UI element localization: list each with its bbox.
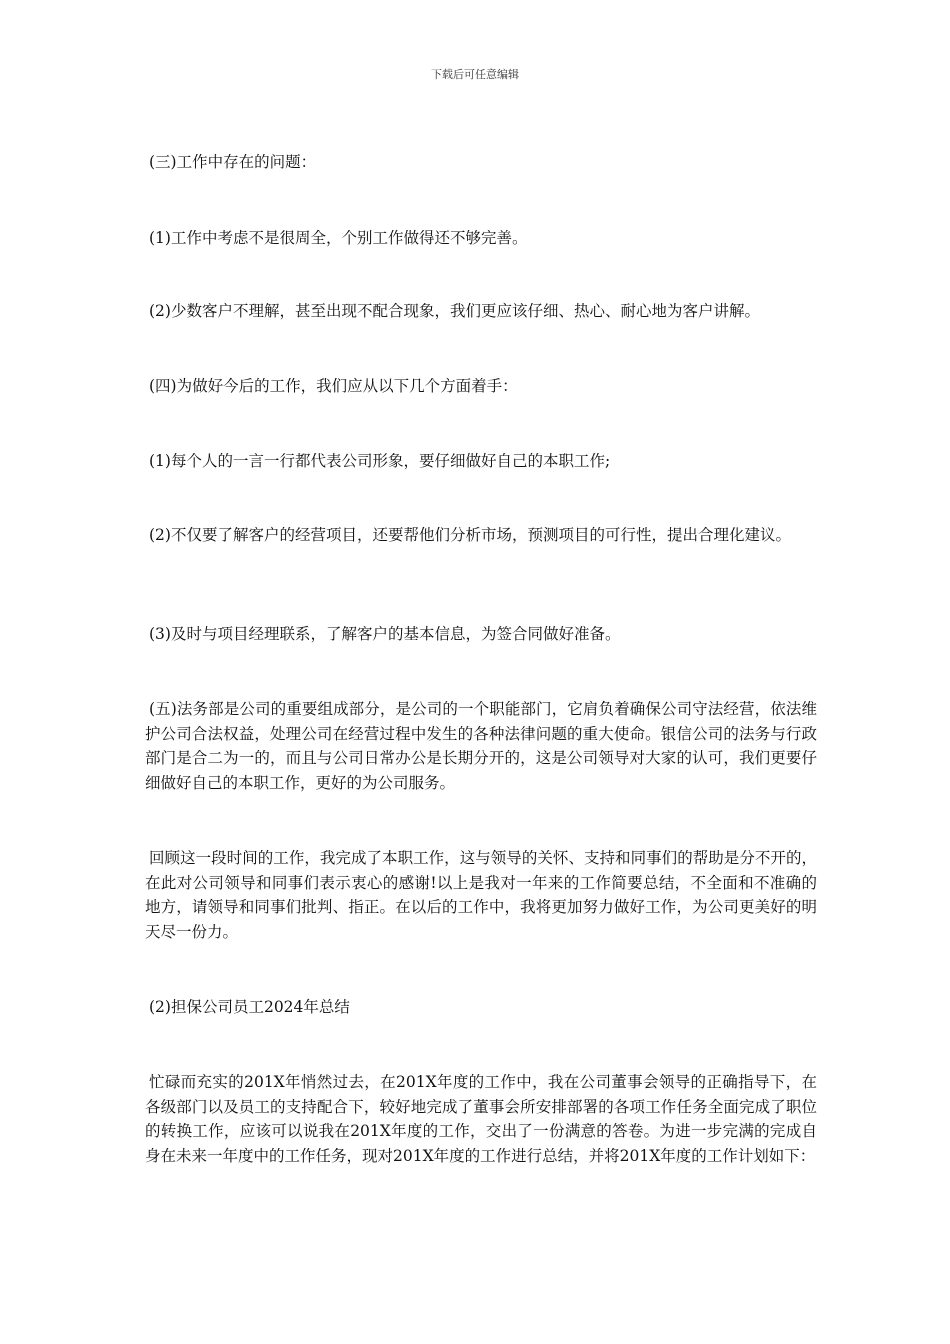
section-heading-problems: (三)工作中存在的问题：: [149, 153, 317, 171]
section-heading-improvements: (四)为做好今后的工作，我们应从以下几个方面着手：: [149, 377, 518, 395]
section-heading-summary: (2)担保公司员工2024年总结: [149, 998, 350, 1016]
page-header: 下载后可任意编辑: [431, 68, 519, 81]
problem-item-1: (1)工作中考虑不是很周全，个别工作做得还不够完善。: [149, 229, 528, 247]
review-paragraph: 回顾这一段时间的工作，我完成了本职工作，这与领导的关怀、支持和同事们的帮助是分不开的，在此对公司领导和同事们表示衷心的感谢!以上是我对一年来的工作简要总结，不全面和不准确的地方，请领导和同事们批判、指正。在以后的工作中，我将更加努力做好工作，为公司更美好的明天尽一份力。: [145, 849, 817, 941]
section-legal-department: (五)法务部是公司的重要组成部分，是公司的一个职能部门，它肩负着确保公司守法经营，依法维护公司合法权益，处理公司在经营过程中发生的各种法律问题的重大使命。银信公司的法务与行政部门是合二为一的，而且与公司日常办公是长期分开的，这是公司领导对大家的认可，我们更要仔细做好自己的本职工作，更好的为公司服务。: [145, 700, 817, 792]
improvement-item-3: (3)及时与项目经理联系，了解客户的基本信息，为签合同做好准备。: [149, 625, 621, 643]
summary-intro-paragraph: 忙碌而充实的201X年悄然过去，在201X年度的工作中，我在公司董事会领导的正确指导下，在各级部门以及员工的支持配合下，较好地完成了董事会所安排部署的各项工作任务全面完成了职位的转换工作，应该可以说我在201X年度的工作，交出了一份满意的答卷。为进一步完满的完成自身在未来一年度中的工作任务，现对201X年度的工作进行总结，并将201X年度的工作计划如下：: [145, 1073, 817, 1165]
improvement-item-2: (2)不仅要了解客户的经营项目，还要帮他们分析市场，预测项目的可行性，提出合理化建议。: [149, 526, 791, 544]
problem-item-2: (2)少数客户不理解，甚至出现不配合现象，我们更应该仔细、热心、耐心地为客户讲解。: [149, 302, 760, 320]
improvement-item-1: (1)每个人的一言一行都代表公司形象，要仔细做好自己的本职工作;: [149, 452, 611, 470]
